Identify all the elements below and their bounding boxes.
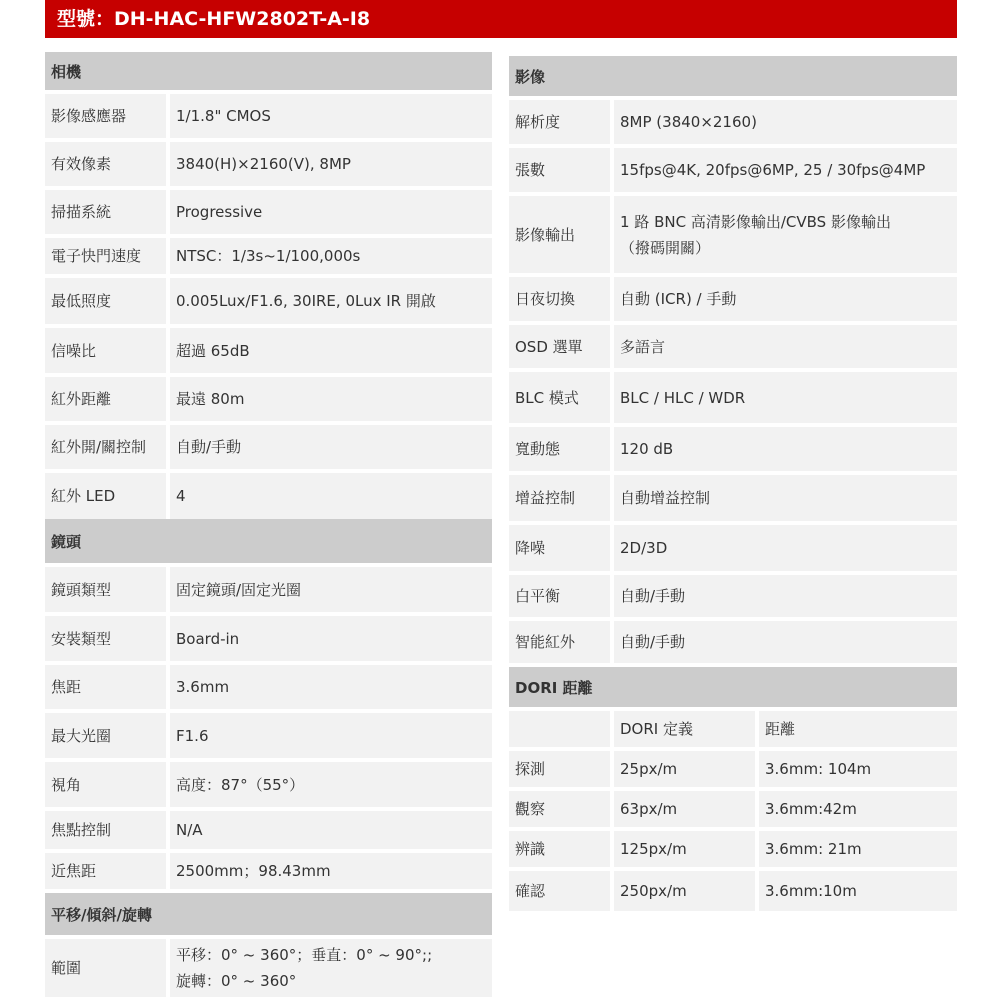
section-header-lens: 鏡頭 bbox=[45, 519, 492, 563]
spec-label: 近焦距 bbox=[45, 853, 170, 889]
spec-row bbox=[45, 758, 492, 807]
spec-row bbox=[45, 234, 492, 274]
spec-value: 2D/3D bbox=[614, 525, 957, 571]
spec-label: 焦點控制 bbox=[45, 811, 170, 849]
spec-label: 增益控制 bbox=[509, 475, 614, 521]
spec-row bbox=[509, 471, 957, 521]
dori-column-header: DORI 定義 bbox=[614, 711, 759, 747]
spec-row bbox=[45, 935, 492, 997]
spec-value: NTSC：1/3s~1/100,000s bbox=[170, 238, 492, 274]
spec-value: 15fps@4K, 20fps@6MP, 25 / 30fps@4MP bbox=[614, 148, 957, 192]
spec-row bbox=[509, 321, 957, 368]
dori-level: 觀察 bbox=[509, 791, 614, 827]
spec-value: 自動 (ICR) / 手動 bbox=[614, 277, 957, 321]
spec-label: 鏡頭類型 bbox=[45, 567, 170, 612]
spec-value: 多語言 bbox=[614, 325, 957, 368]
spec-row bbox=[45, 807, 492, 849]
dori-level: 辨識 bbox=[509, 831, 614, 867]
spec-row bbox=[45, 373, 492, 421]
spec-value: 自動/手動 bbox=[170, 425, 492, 469]
dori-table bbox=[509, 707, 957, 911]
spec-value: 自動增益控制 bbox=[614, 475, 957, 521]
spec-value: 120 dB bbox=[614, 427, 957, 471]
spec-label: 安裝類型 bbox=[45, 616, 170, 661]
spec-row bbox=[45, 709, 492, 758]
spec-row bbox=[45, 661, 492, 709]
spec-value: 固定鏡頭/固定光圈 bbox=[170, 567, 492, 612]
spec-label: 白平衡 bbox=[509, 575, 614, 617]
spec-row bbox=[45, 421, 492, 469]
dori-row bbox=[509, 867, 957, 911]
spec-row bbox=[45, 138, 492, 186]
spec-value: BLC / HLC / WDR bbox=[614, 372, 957, 423]
spec-label: 視角 bbox=[45, 762, 170, 807]
spec-value: Progressive bbox=[170, 190, 492, 234]
spec-label: 最大光圈 bbox=[45, 713, 170, 758]
spec-label: 張數 bbox=[509, 148, 614, 192]
spec-label: BLC 模式 bbox=[509, 372, 614, 423]
dori-row bbox=[509, 787, 957, 827]
spec-label: 範圍 bbox=[45, 939, 170, 997]
spec-value: 3.6mm bbox=[170, 665, 492, 709]
spec-value: 8MP (3840×2160) bbox=[614, 100, 957, 144]
dori-level: 確認 bbox=[509, 871, 614, 911]
model-title: 型號：DH-HAC-HFW2802T-A-I8 bbox=[45, 0, 957, 38]
left-spec-column bbox=[45, 52, 492, 997]
dori-row bbox=[509, 827, 957, 867]
dori-distance: 3.6mm:42m bbox=[759, 791, 957, 827]
spec-label: 日夜切換 bbox=[509, 277, 614, 321]
spec-value: 3840(H)×2160(V), 8MP bbox=[170, 142, 492, 186]
spec-label: 掃描系統 bbox=[45, 190, 170, 234]
spec-label: 電子快門速度 bbox=[45, 238, 170, 274]
spec-label: 解析度 bbox=[509, 100, 614, 144]
spec-value: 1/1.8" CMOS bbox=[170, 94, 492, 138]
spec-row bbox=[45, 186, 492, 234]
spec-value: F1.6 bbox=[170, 713, 492, 758]
dori-definition: 250px/m bbox=[614, 871, 759, 911]
dori-header-row bbox=[509, 707, 957, 747]
spec-row bbox=[509, 617, 957, 663]
spec-value: 4 bbox=[170, 473, 492, 519]
dori-row bbox=[509, 747, 957, 787]
spec-value: 自動/手動 bbox=[614, 621, 957, 663]
spec-label: 信噪比 bbox=[45, 328, 170, 373]
dori-distance: 3.6mm: 21m bbox=[759, 831, 957, 867]
spec-value: Board-in bbox=[170, 616, 492, 661]
spec-row bbox=[45, 849, 492, 889]
spec-label: 降噪 bbox=[509, 525, 614, 571]
dori-definition: 25px/m bbox=[614, 751, 759, 787]
spec-label: 紅外距離 bbox=[45, 377, 170, 421]
spec-value: 平移：0° ~ 360°；垂直：0° ~ 90°;; 旋轉：0° ~ 360° bbox=[170, 939, 492, 997]
spec-row bbox=[45, 90, 492, 138]
spec-label: OSD 選單 bbox=[509, 325, 614, 368]
spec-row bbox=[509, 273, 957, 321]
spec-row bbox=[509, 571, 957, 617]
spec-label: 紅外開/關控制 bbox=[45, 425, 170, 469]
spec-row bbox=[509, 192, 957, 273]
dori-column-header: 距離 bbox=[759, 711, 957, 747]
spec-row bbox=[45, 274, 492, 324]
spec-value: 超過 65dB bbox=[170, 328, 492, 373]
dori-distance: 3.6mm: 104m bbox=[759, 751, 957, 787]
dori-definition: 63px/m bbox=[614, 791, 759, 827]
dori-level: 探測 bbox=[509, 751, 614, 787]
spec-label: 寬動態 bbox=[509, 427, 614, 471]
right-spec-column bbox=[509, 52, 957, 911]
spec-value: 2500mm；98.43mm bbox=[170, 853, 492, 889]
spec-row bbox=[45, 324, 492, 373]
spec-label: 智能紅外 bbox=[509, 621, 614, 663]
dori-distance: 3.6mm:10m bbox=[759, 871, 957, 911]
spec-row bbox=[509, 96, 957, 144]
spec-value: 1 路 BNC 高清影像輸出/CVBS 影像輸出 （撥碼開關） bbox=[614, 196, 957, 273]
section-header-dori: DORI 距離 bbox=[509, 667, 957, 707]
spec-label: 紅外 LED bbox=[45, 473, 170, 519]
spec-row bbox=[45, 469, 492, 519]
dori-column-header bbox=[509, 711, 614, 747]
spec-row bbox=[509, 368, 957, 423]
section-header-pantilt: 平移/傾斜/旋轉 bbox=[45, 893, 492, 935]
spec-value: 最遠 80m bbox=[170, 377, 492, 421]
spec-value: 0.005Lux/F1.6, 30IRE, 0Lux IR 開啟 bbox=[170, 278, 492, 324]
spec-label: 焦距 bbox=[45, 665, 170, 709]
spec-row bbox=[509, 521, 957, 571]
spec-value: N/A bbox=[170, 811, 492, 849]
spec-label: 影像感應器 bbox=[45, 94, 170, 138]
spec-label: 影像輸出 bbox=[509, 196, 614, 273]
spec-row bbox=[509, 144, 957, 192]
spec-row bbox=[509, 423, 957, 471]
spec-row bbox=[45, 563, 492, 612]
spec-value: 自動/手動 bbox=[614, 575, 957, 617]
spec-label: 有效像素 bbox=[45, 142, 170, 186]
dori-definition: 125px/m bbox=[614, 831, 759, 867]
section-header-video: 影像 bbox=[509, 56, 957, 96]
section-header-camera: 相機 bbox=[45, 52, 492, 90]
spec-label: 最低照度 bbox=[45, 278, 170, 324]
spec-row bbox=[45, 612, 492, 661]
spec-value: 高度：87°（55°） bbox=[170, 762, 492, 807]
